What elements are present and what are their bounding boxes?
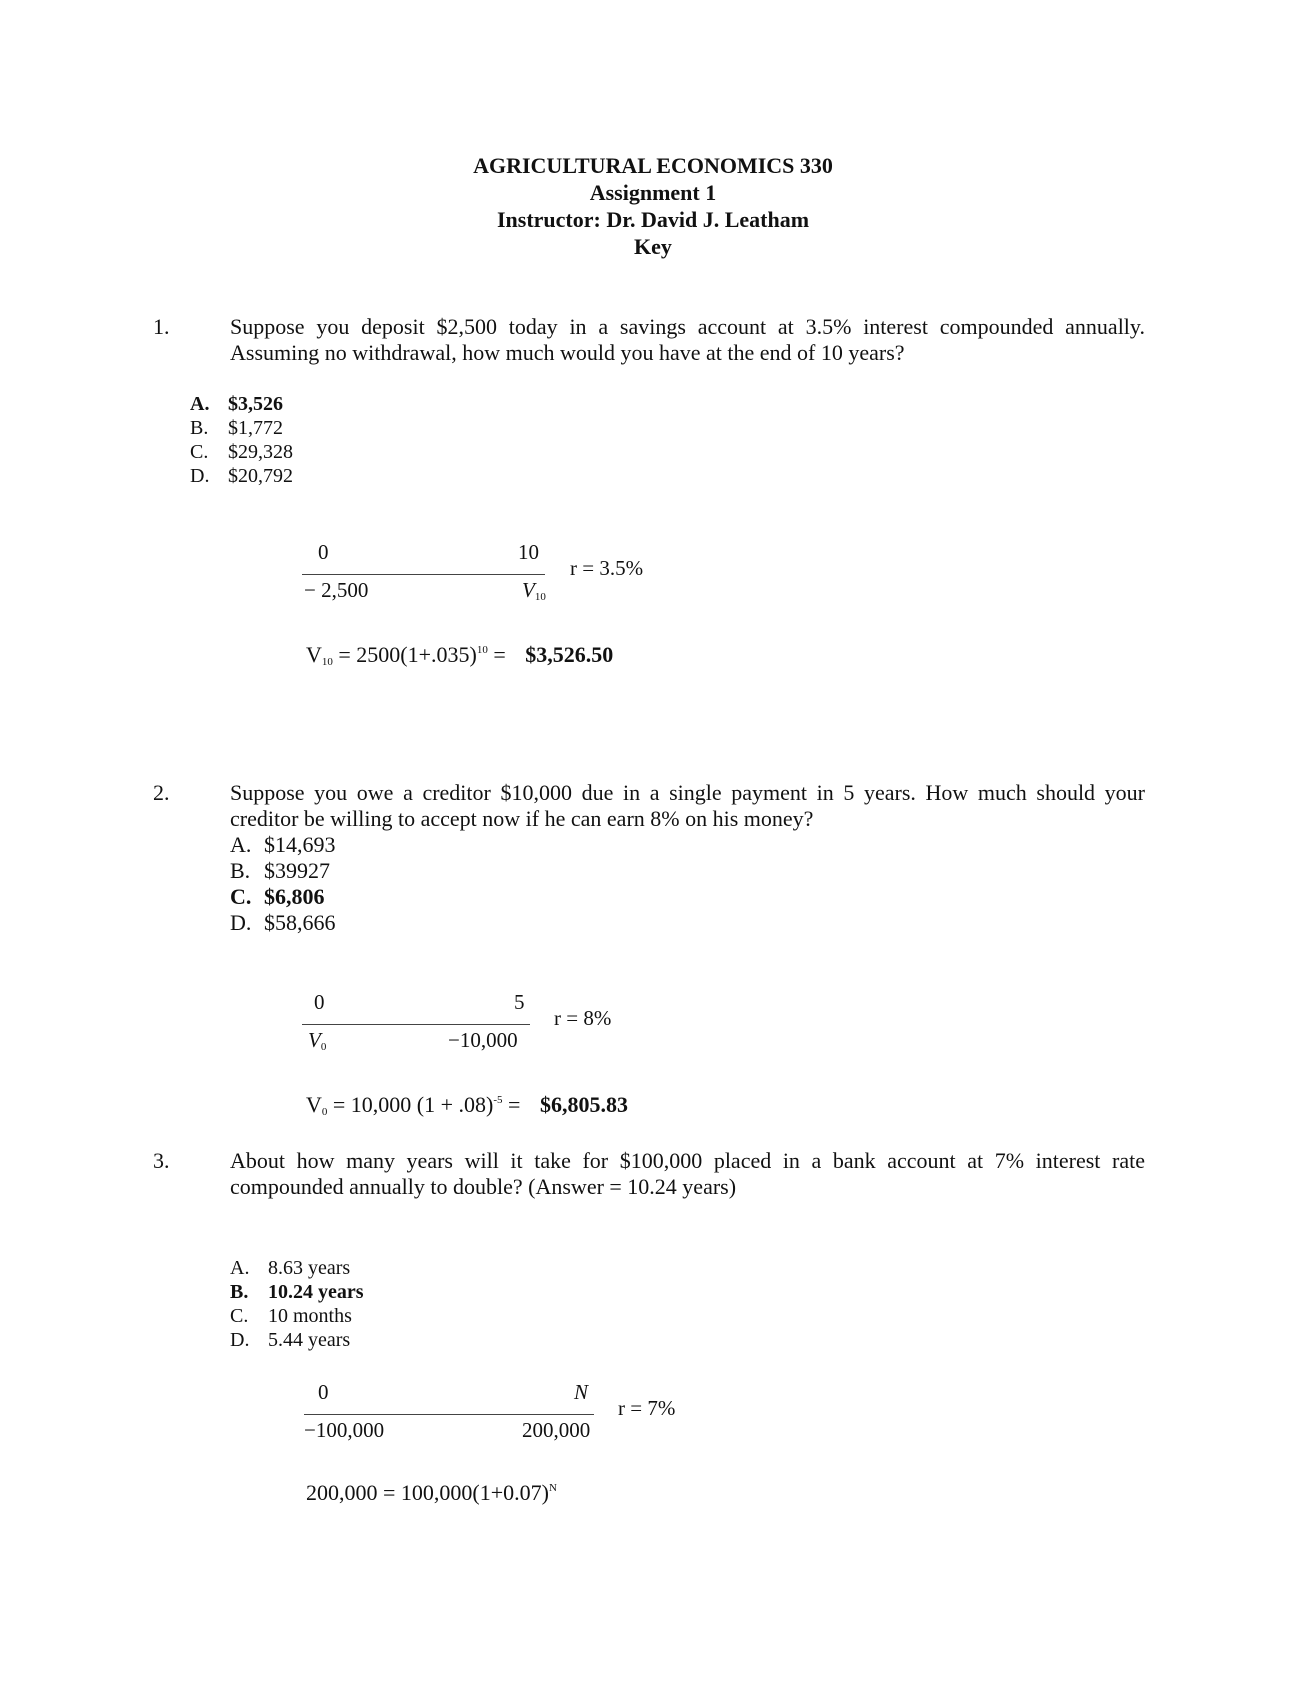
document-header (0, 152, 1306, 260)
timeline-rate: r = 8% (554, 1006, 612, 1030)
question-1-answer: $3,526.50 (525, 642, 614, 667)
option-a: A. $14,693 (230, 832, 336, 857)
assignment-title: Assignment 1 (589, 180, 717, 205)
question-2-text: Suppose you owe a creditor $10,000 due in a single payment in 5 years. How much should your creditor be willing to accept now if he can earn 8% on his money? (230, 780, 1145, 831)
option-c: C. 10 months (230, 1305, 352, 1327)
timeline-end: 5 (514, 990, 525, 1014)
question-2-options (230, 832, 336, 936)
timeline-end: 10 (518, 540, 539, 564)
question-3-equation: $200,000 = 100,000(1+0.07)^N$ (306, 1480, 557, 1505)
question-3-text: About how many years will it take for $100,000 placed in a bank account at 7% interest rate compounded annually to double? (Answer = 10.24 years) (230, 1148, 1145, 1199)
question-2-answer: $6,805.83 (539, 1092, 628, 1117)
timeline-start-value: −100,000 (304, 1418, 385, 1442)
option-c: C. $29,328 (190, 441, 293, 463)
question-2-equation: $V_0 = 10,000$ $(1 + .08)^{-5}$ = $6,805.83 (306, 1092, 628, 1118)
question-1-timeline (300, 540, 680, 610)
question-3-number: 3. (153, 1148, 170, 1173)
question-1-text: Suppose you deposit $2,500 today in a savings account at 3.5% interest compounded annually. Assuming no withdrawal, how much would you have at the end of 10 years? (230, 314, 1145, 365)
question-2-timeline (300, 990, 660, 1060)
question-3-timeline (300, 1380, 720, 1450)
option-b: B. $39927 (230, 858, 330, 883)
timeline-line (302, 1024, 530, 1025)
timeline-start-value: − 2,500 (304, 578, 369, 602)
instructor-line: Instructor: Dr. David J. Leatham (496, 207, 810, 232)
question-1-equation: $V_{10} = 2500(1+.035)^{10}$ = $3,526.50 (306, 642, 614, 668)
option-a: A. 8.63 years (230, 1257, 351, 1279)
timeline-end: N (574, 1380, 589, 1404)
option-d: D. $20,792 (190, 465, 293, 487)
option-b: B. 10.24 years (230, 1281, 364, 1303)
question-3-options (230, 1256, 364, 1352)
key-label: Key (634, 234, 672, 259)
course-title: AGRICULTURAL ECONOMICS 330 (473, 153, 833, 178)
option-d: D. $58,666 (230, 910, 336, 935)
option-d: D. 5.44 years (230, 1329, 351, 1351)
option-c: C. $6,806 (230, 884, 325, 909)
timeline-end-value: 200,000 (522, 1418, 591, 1442)
timeline-start: 0 (318, 1380, 329, 1404)
option-a: A. $3,526 (190, 393, 283, 415)
timeline-rate: r = 7% (618, 1396, 676, 1420)
question-1-options (190, 392, 293, 488)
timeline-rate: r = 3.5% (570, 556, 644, 580)
timeline-start-value: $V_0$ (308, 1028, 327, 1053)
timeline-line (304, 1414, 594, 1415)
timeline-line (302, 574, 545, 575)
timeline-start: 0 (314, 990, 325, 1014)
timeline-start: 0 (318, 540, 329, 564)
option-b: B. $1,772 (190, 417, 283, 439)
timeline-end-value: $V_{10}$ (522, 578, 546, 603)
question-1-number: 1. (153, 314, 170, 339)
question-2-number: 2. (153, 780, 170, 805)
timeline-end-value: −10,000 (448, 1028, 518, 1052)
